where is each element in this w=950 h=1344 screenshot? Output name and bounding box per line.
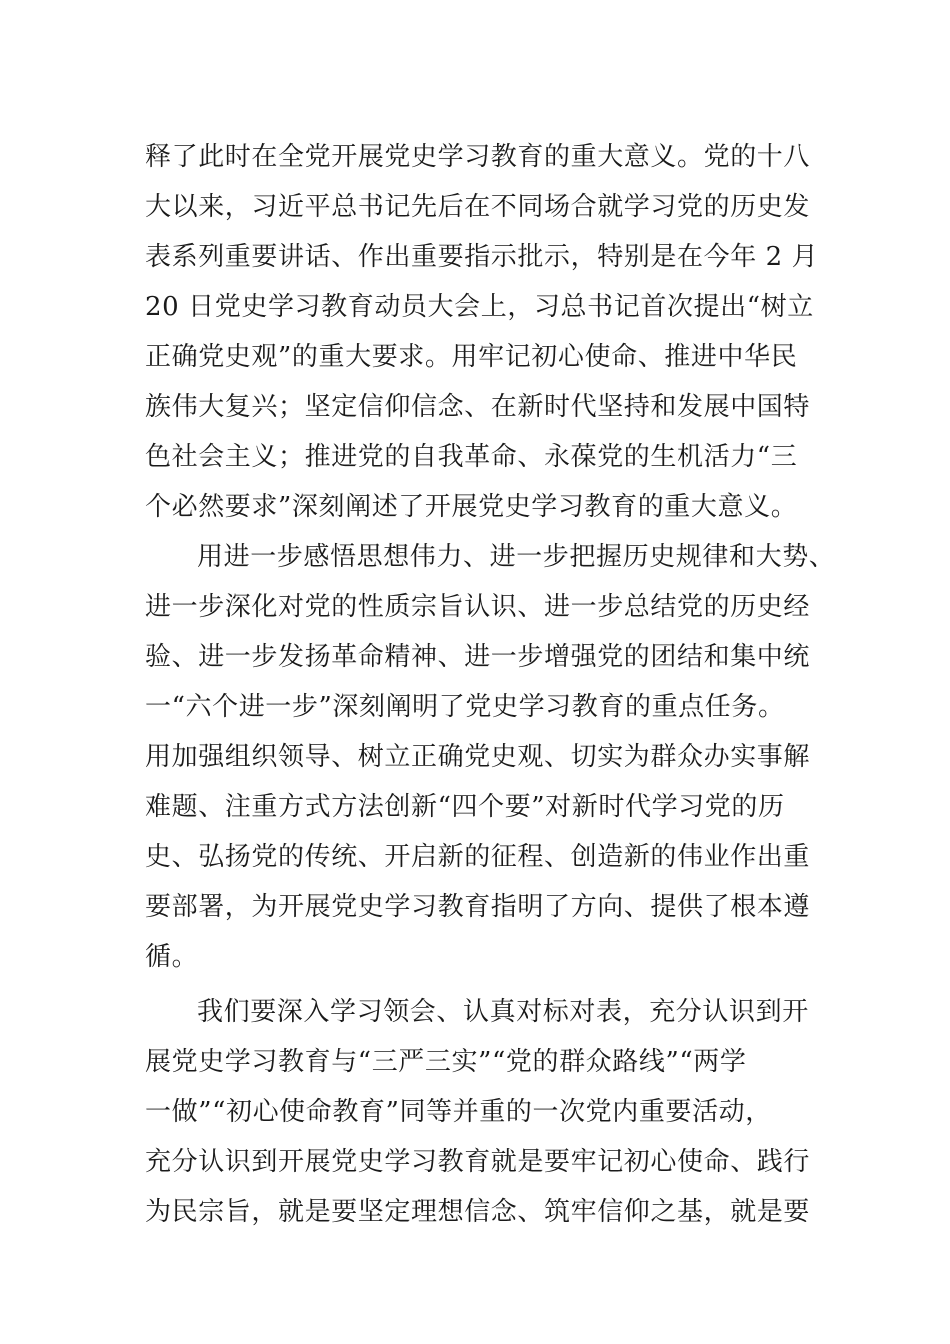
text-line: 一做”“初心使命教育”同等并重的一次党内重要活动， xyxy=(145,1097,772,1127)
text-line: 用加强组织领导、树立正确党史观、切实为群众办实事解 xyxy=(145,742,811,772)
text-line: 一“六个进一步”深刻阐明了党史学习教育的重点任务。 xyxy=(145,692,785,722)
text-line: 大以来，习近平总书记先后在不同场合就学习党的历史发 xyxy=(145,192,811,222)
text-line: 表系列重要讲话、作出重要指示批示，特别是在今年 2 月 xyxy=(145,242,819,272)
text-line: 为民宗旨，就是要坚定理想信念、筑牢信仰之基，就是要 xyxy=(145,1197,811,1227)
text-line: 进一步深化对党的性质宗旨认识、进一步总结党的历史经 xyxy=(145,592,811,622)
text-line: 20 日党史学习教育动员大会上，习总书记首次提出“树立 xyxy=(145,292,814,322)
text-line: 难题、注重方式方法创新“四个要”对新时代学习党的历 xyxy=(145,792,785,822)
text-line: 我们要深入学习领会、认真对标对表，充分认识到开 xyxy=(197,997,809,1027)
text-line: 展党史学习教育与“三严三实”“党的群众路线”“两学 xyxy=(145,1047,747,1077)
text-line: 用进一步感悟思想伟力、进一步把握历史规律和大势、 xyxy=(197,542,836,572)
text-line: 要部署，为开展党史学习教育指明了方向、提供了根本遵 xyxy=(145,892,811,922)
text-line: 释了此时在全党开展党史学习教育的重大意义。党的十八 xyxy=(145,142,811,172)
text-line: 正确党史观”的重大要求。用牢记初心使命、推进中华民 xyxy=(145,342,798,372)
text-line: 族伟大复兴；坚定信仰信念、在新时代坚持和发展中国特 xyxy=(145,392,811,422)
text-line: 个必然要求”深刻阐述了开展党史学习教育的重大意义。 xyxy=(145,492,798,522)
text-line: 循。 xyxy=(145,942,199,972)
text-line: 色社会主义；推进党的自我革命、永葆党的生机活力“三 xyxy=(145,442,798,472)
text-line: 验、进一步发扬革命精神、进一步增强党的团结和集中统 xyxy=(145,642,811,672)
text-line: 充分认识到开展党史学习教育就是要牢记初心使命、践行 xyxy=(145,1147,811,1177)
text-line: 史、弘扬党的传统、开启新的征程、创造新的伟业作出重 xyxy=(145,842,811,872)
